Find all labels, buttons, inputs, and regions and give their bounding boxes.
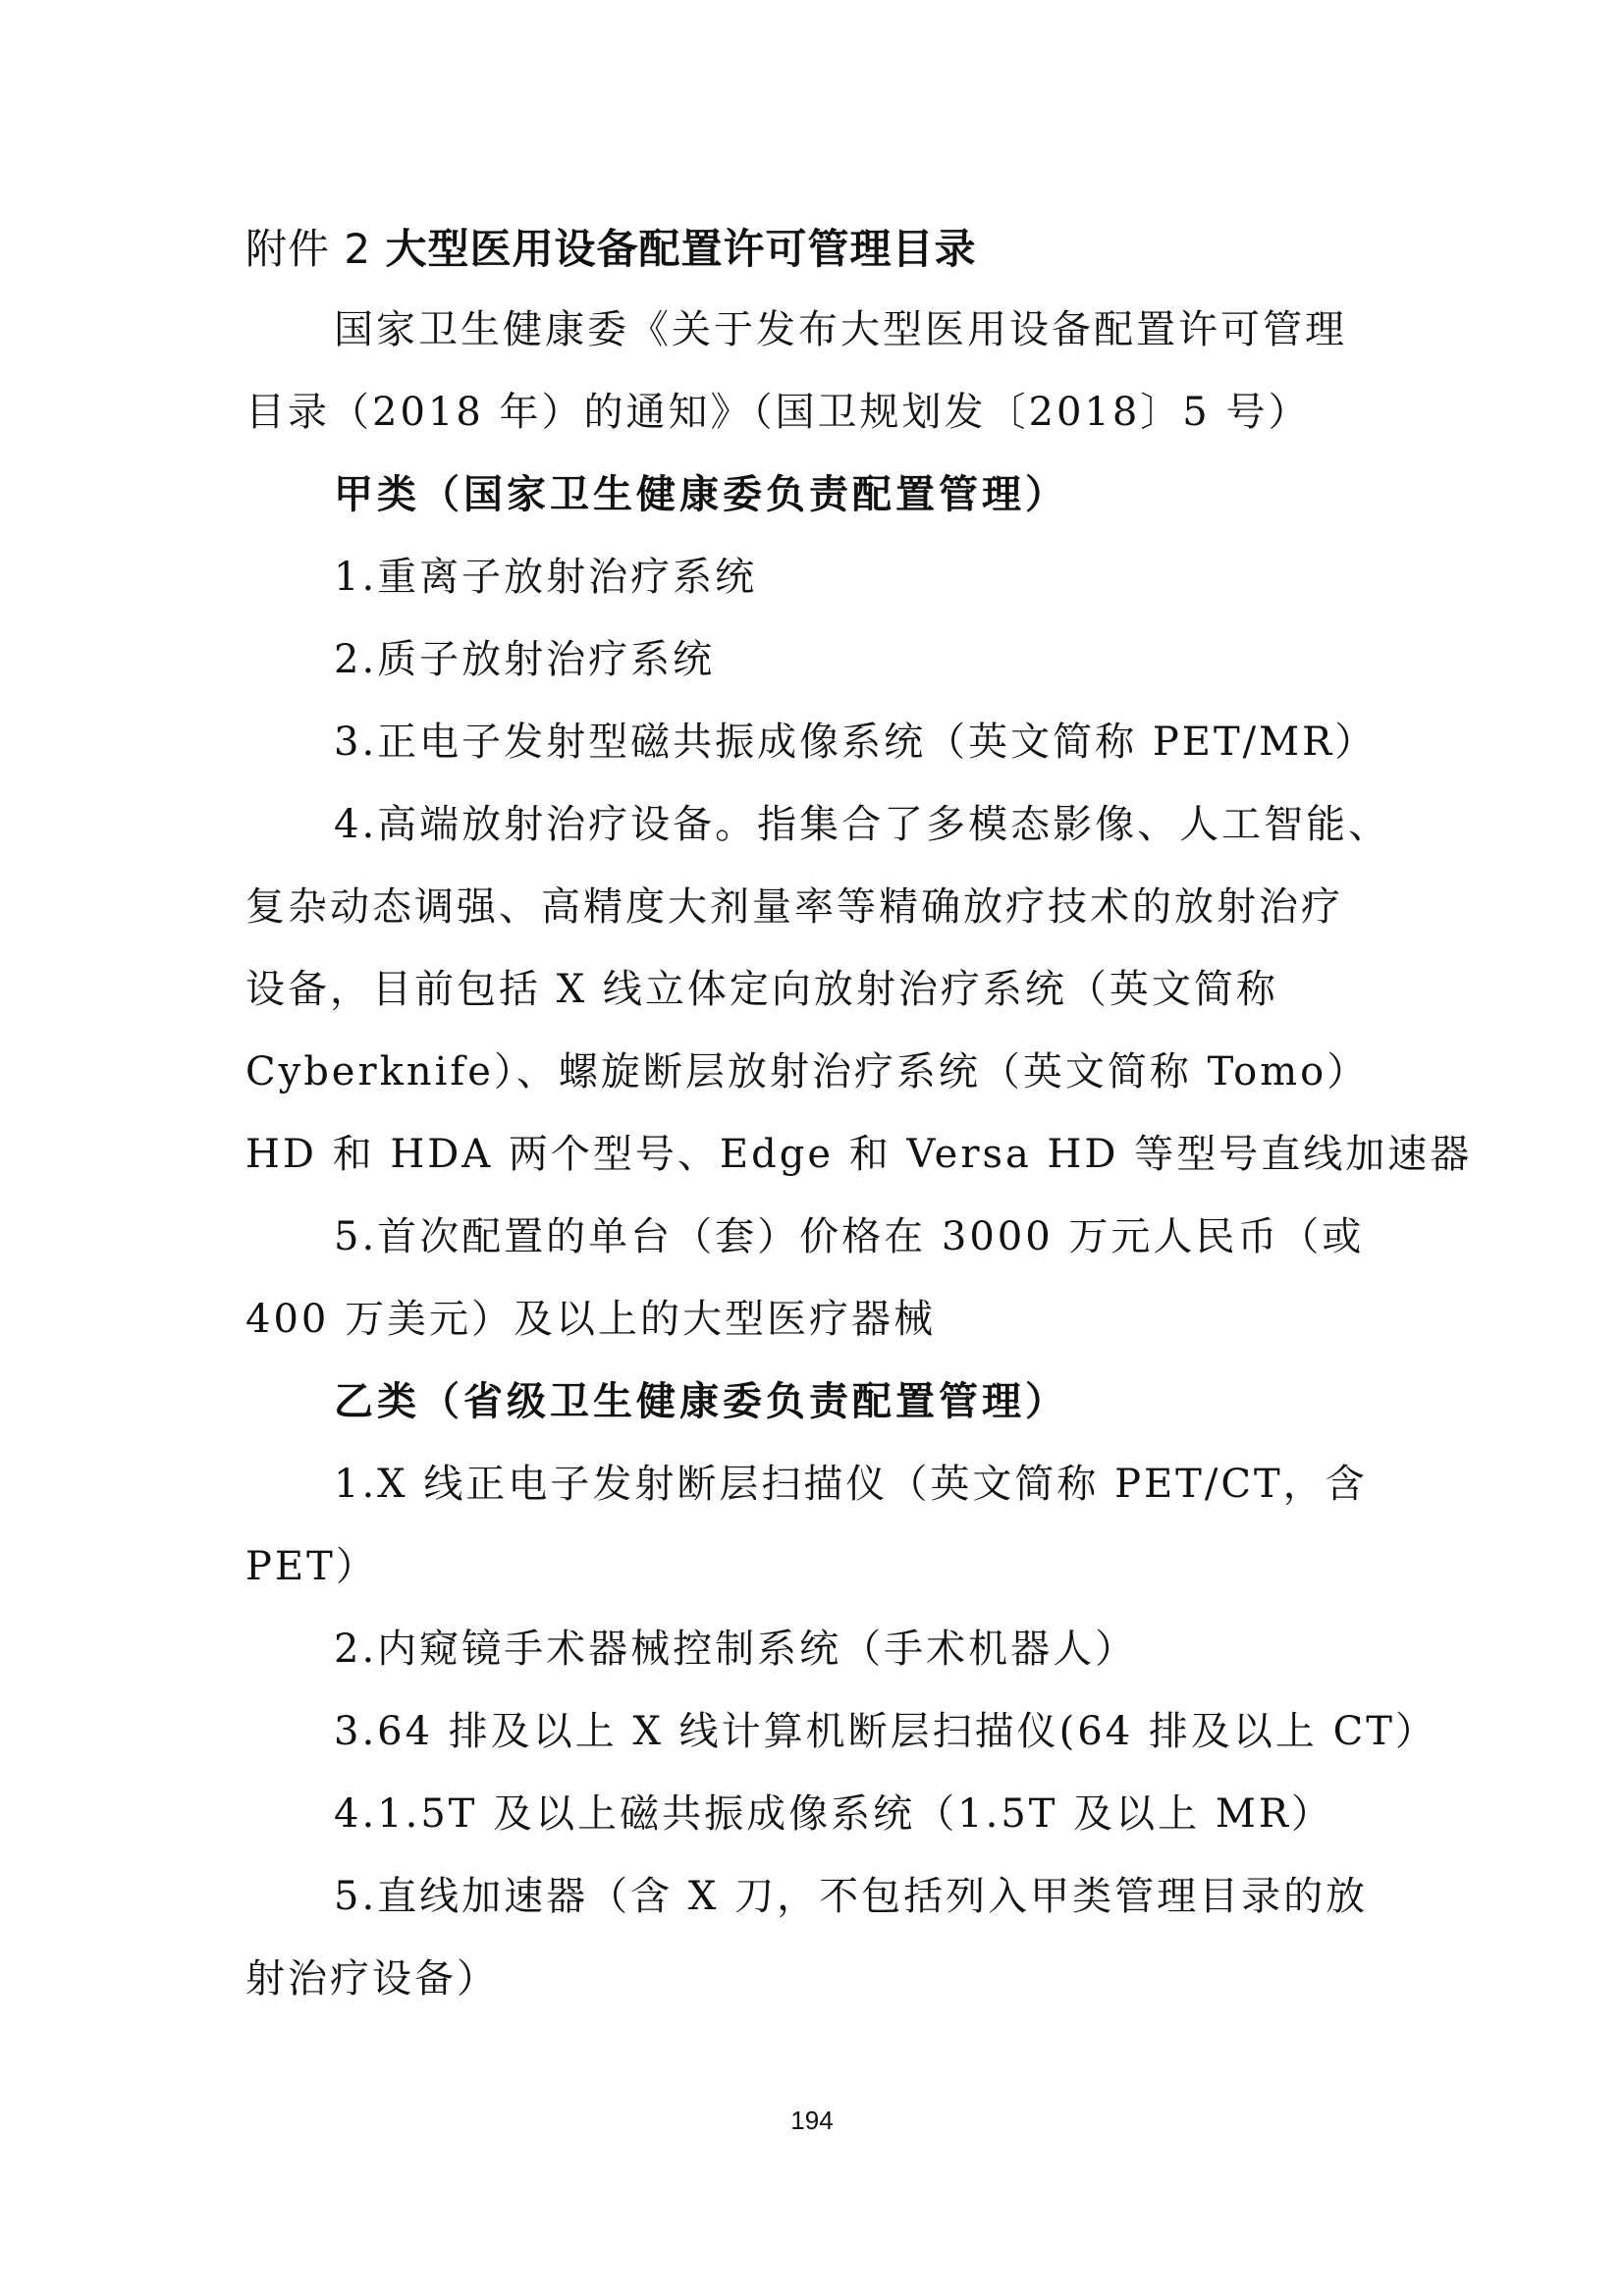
class-a-item-5-line-1: 5.首次配置的单台（套）价格在 3000 万元人民币（或	[334, 1214, 1365, 1259]
class-a-item-4-line-4: Cyberknife）、螺旋断层放射治疗系统（英文简称 Tomo）	[245, 1049, 1370, 1095]
class-a-item-4-line-2: 复杂动态调强、高精度大剂量率等精确放疗技术的放射治疗	[245, 884, 1343, 930]
class-a-item-4-line-1: 4.高端放射治疗设备。指集合了多模态影像、人工智能、	[334, 802, 1391, 847]
class-b-item-2: 2.内窥镜手术器械控制系统（手术机器人）	[334, 1627, 1138, 1672]
class-b-item-4: 4.1.5T 及以上磁共振成像系统（1.5T 及以上 MR）	[334, 1791, 1333, 1837]
class-b-heading: 乙类（省级卫生健康委负责配置管理）	[334, 1379, 1068, 1424]
title-main: 大型医用设备配置许可管理目录	[385, 225, 977, 273]
class-b-item-1-line-2: PET）	[245, 1544, 378, 1589]
title-prefix: 附件 2	[245, 225, 372, 273]
source-line-1: 国家卫生健康委《关于发布大型医用设备配置许可管理	[334, 307, 1347, 352]
class-a-heading: 甲类（国家卫生健康委负责配置管理）	[334, 472, 1068, 517]
class-a-item-4-line-5: HD 和 HDA 两个型号、Edge 和 Versa HD 等型号直线加速器	[245, 1132, 1473, 1177]
page-number: 194	[790, 2106, 834, 2135]
class-a-item-1: 1.重离子放射治疗系统	[334, 555, 758, 600]
class-a-item-5-line-2: 400 万美元）及以上的大型医疗器械	[245, 1297, 937, 1342]
class-a-item-3: 3.正电子发射型磁共振成像系统（英文简称 PET/MR）	[334, 720, 1378, 765]
page-title	[245, 208, 1375, 291]
source-line-2: 目录（2018 年）的通知》（国卫规划发〔2018〕5 号）	[245, 390, 1311, 435]
class-a-item-4-line-3: 设备，目前包括 X 线立体定向放射治疗系统（英文简称	[245, 967, 1278, 1012]
class-b-item-5-line-2: 射治疗设备）	[245, 1956, 499, 2002]
class-b-item-3: 3.64 排及以上 X 线计算机断层扫描仪(64 排及以上 CT）	[334, 1709, 1437, 1754]
class-b-item-5-line-1: 5.直线加速器（含 X 刀，不包括列入甲类管理目录的放	[334, 1874, 1369, 1919]
class-a-item-2: 2.质子放射治疗系统	[334, 637, 716, 682]
class-b-item-1-line-1: 1.X 线正电子发射断层扫描仪（英文简称 PET/CT，含	[334, 1462, 1368, 1507]
